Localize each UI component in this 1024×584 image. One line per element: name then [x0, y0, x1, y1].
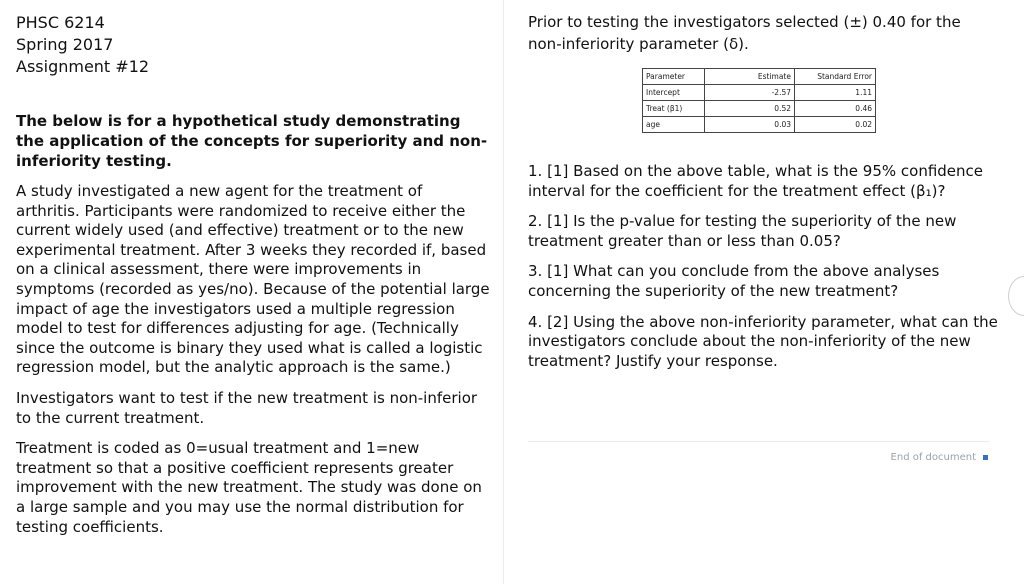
row-estimate: -2.57	[705, 85, 795, 101]
question-2: 2. [1] Is the p-value for testing the superiority of the new treatment greater than or less than 0.05?	[528, 212, 957, 250]
row-standard-error: 0.02	[795, 117, 876, 133]
end-of-document-label: End of document	[890, 452, 976, 463]
coding-note: Treatment is coded as 0=usual treatment and 1=new treatment so that a positive coefficient represents greater improvement with the new treatment. The study was done on a large sample and you may use the normal distribution for testing coefficients.	[16, 439, 482, 536]
table-row	[643, 101, 876, 117]
table-header-row	[643, 69, 876, 85]
question-4: 4. [2] Using the above non-inferiority parameter, what can the investigators conclude about the non-inferiority of the new treatment? Justify your response.	[528, 312, 998, 370]
assignment-title: Assignment #12	[16, 57, 150, 76]
row-standard-error: 0.46	[795, 101, 876, 117]
row-parameter: Intercept	[643, 85, 705, 101]
intro-heading: The below is for a hypothetical study demonstrating the application of the concepts for superiority and non-inferiority testing.	[16, 112, 488, 170]
column-divider	[503, 0, 504, 584]
question-3: 3. [1] What can you conclude from the above analyses concerning the superiority of the new treatment?	[528, 262, 940, 300]
row-estimate: 0.52	[705, 101, 795, 117]
course-code: PHSC 6214	[16, 13, 105, 32]
end-divider	[528, 441, 990, 442]
table-row	[643, 117, 876, 133]
question-1: 1. [1] Based on the above table, what is the 95% confidence interval for the coefficient for the treatment effect (β₁)?	[528, 162, 984, 200]
coefficient-table	[642, 68, 876, 133]
study-description: A study investigated a new agent for the treatment of arthritis. Participants were randomized to receive either the current widely used (and effective) treatment or to the new experimental treatment. After 3 weeks they recorded if, based on a clinical assessment, there were improvements in symptoms (recorded as yes/no). Because of the potential large impact of age the investigators used a multiple regression model to test for differences adjusting for age. (Technically since the outcome is binary they used what is called a logistic regression model, but the analytic approach is the same.)	[16, 182, 490, 377]
header-standard-error: Standard Error	[795, 69, 876, 85]
header-estimate: Estimate	[705, 69, 795, 85]
row-estimate: 0.03	[705, 117, 795, 133]
table-row	[643, 85, 876, 101]
right-column	[528, 12, 998, 463]
margin-statement: Prior to testing the investigators selected (±) 0.40 for the non-inferiority parameter (δ).	[528, 13, 961, 53]
page-scroll-handle[interactable]	[1008, 276, 1024, 316]
row-parameter: age	[643, 117, 705, 133]
row-parameter: Treat (β1)	[643, 101, 705, 117]
study-aim: Investigators want to test if the new treatment is non-inferior to the current treatment.	[16, 388, 478, 427]
end-marker-icon	[983, 455, 988, 460]
left-column	[16, 12, 490, 537]
end-of-document	[528, 452, 988, 463]
term: Spring 2017	[16, 35, 114, 54]
question-list	[528, 162, 998, 382]
row-standard-error: 1.11	[795, 85, 876, 101]
header-parameter: Parameter	[643, 69, 705, 85]
